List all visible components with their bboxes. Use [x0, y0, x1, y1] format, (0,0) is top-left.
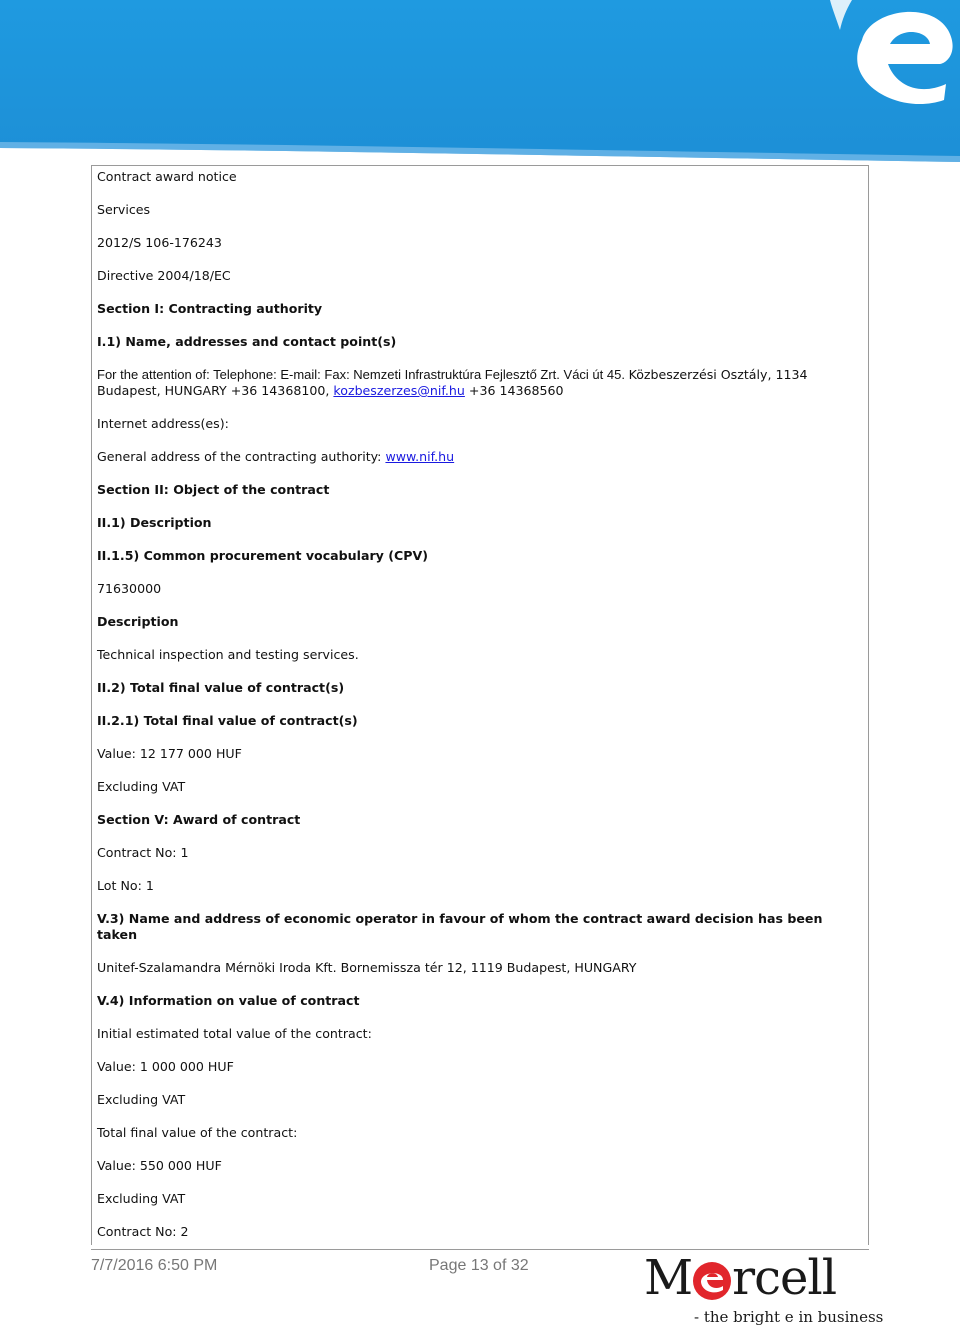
contract-number: Contract No: 1 [97, 845, 189, 860]
notice-type: Contract award notice [97, 169, 237, 184]
contact-rest: Közbeszerzési Osztály, 1134 Budapest, HUNGARY +36 14368100, [97, 367, 808, 398]
general-address-link[interactable]: www.nif.hu [385, 449, 455, 464]
contact-paragraph [97, 367, 860, 399]
section-2-2-heading: II.2) Total final value of contract(s) [97, 680, 345, 695]
contact-org-address: Nemzeti Infrastruktúra Fejlesztő Zrt. Váci út 45. [353, 367, 629, 382]
initial-estimated-label: Initial estimated total value of the contract: [97, 1026, 372, 1041]
section-2-1-heading: II.1) Description [97, 515, 212, 530]
banner-graphic [0, 0, 960, 162]
notice-reference: 2012/S 106-176243 [97, 235, 222, 250]
logo-text-left: M [644, 1250, 693, 1306]
general-address-label: General address of the contracting authority: [97, 449, 386, 464]
contract-number: Contract No: 2 [97, 1224, 189, 1239]
logo-e-icon [693, 1262, 731, 1300]
marcell-logo [644, 1250, 884, 1329]
section-1-heading: Section I: Contracting authority [97, 301, 323, 316]
cpv-code: 71630000 [97, 581, 162, 596]
internet-address-label: Internet address(es): [97, 416, 229, 431]
notice-category: Services [97, 202, 151, 217]
logo-text-right: rcell [732, 1250, 837, 1306]
section-5-4-heading: V.4) Information on value of contract [97, 993, 360, 1008]
section-5-3-heading: V.3) Name and address of economic operator in favour of whom the contract award decision has been taken [97, 911, 823, 942]
section-2-heading: Section II: Object of the contract [97, 482, 330, 497]
footer-page-number: Page 13 of 32 [429, 1257, 529, 1274]
logo-tagline: - the bright e in business [694, 1308, 884, 1326]
section-5-heading: Section V: Award of contract [97, 812, 301, 827]
description-text: Technical inspection and testing services. [97, 647, 359, 662]
section-1-1-heading: I.1) Name, addresses and contact point(s) [97, 334, 397, 349]
total-value: Value: 12 177 000 HUF [97, 746, 242, 761]
description-heading: Description [97, 614, 179, 629]
contact-email-link[interactable]: kozbeszerzes@nif.hu [333, 383, 465, 398]
total-final-label: Total final value of the contract: [97, 1125, 298, 1140]
vat-note: Excluding VAT [97, 1191, 186, 1206]
vat-note: Excluding VAT [97, 779, 186, 794]
total-final-value: Value: 550 000 HUF [97, 1158, 222, 1173]
directive: Directive 2004/18/EC [97, 268, 231, 283]
document-frame [91, 165, 869, 1245]
contact-prefix: For the attention of: Telephone: E-mail: Fax: [97, 367, 354, 382]
section-2-1-5-heading: II.1.5) Common procurement vocabulary (CPV) [97, 548, 428, 563]
contact-fax: +36 14368560 [464, 383, 564, 398]
initial-estimated-value: Value: 1 000 000 HUF [97, 1059, 234, 1074]
footer-date: 7/7/2016 6:50 PM [91, 1257, 218, 1274]
general-address-paragraph [97, 449, 860, 465]
header-banner [0, 0, 960, 162]
section-2-2-1-heading: II.2.1) Total final value of contract(s) [97, 713, 358, 728]
vat-note: Excluding VAT [97, 1092, 186, 1107]
lot-number: Lot No: 1 [97, 878, 154, 893]
logo-wordmark [644, 1252, 836, 1304]
economic-operator: Unitef-Szalamandra Mérnöki Iroda Kft. Bornemissza tér 12, 1119 Budapest, HUNGARY [97, 960, 637, 975]
document-body [97, 169, 860, 1257]
